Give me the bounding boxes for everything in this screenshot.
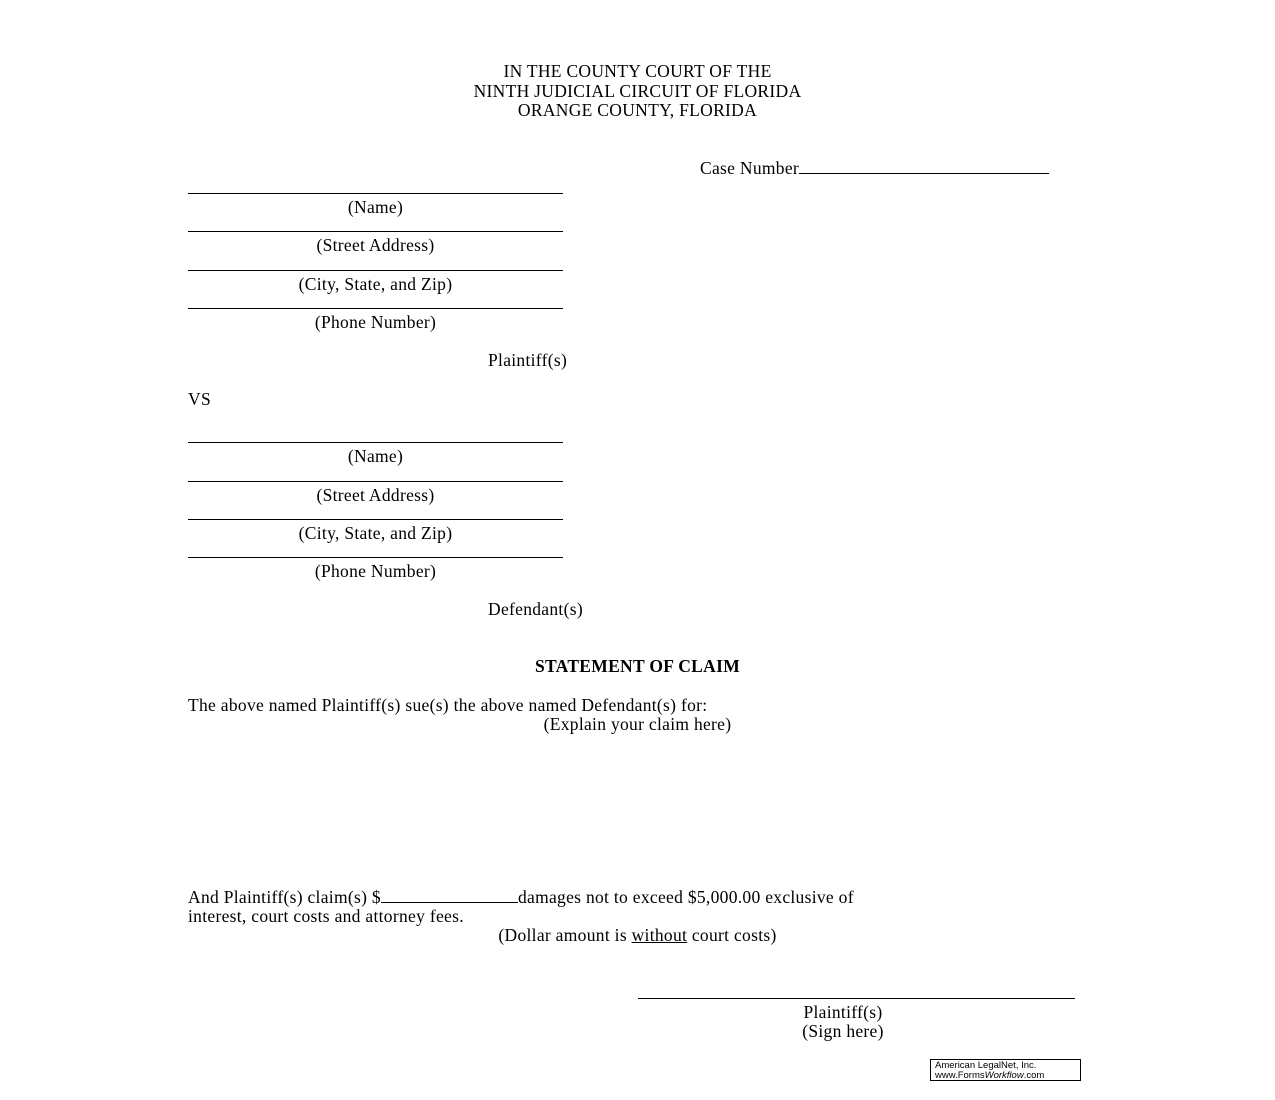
- plaintiff-phone-label: (Phone Number): [314, 312, 437, 332]
- damages-line-2: interest, court costs and attorney fees.: [188, 906, 464, 926]
- statement-explain-hint: (Explain your claim here): [543, 714, 732, 734]
- claim-explanation-area[interactable]: [188, 740, 1088, 880]
- plaintiff-city-label: (City, State, and Zip): [298, 274, 453, 294]
- court-header-line-3: ORANGE COUNTY, FLORIDA: [517, 100, 758, 120]
- defendant-name-label: (Name): [347, 446, 404, 466]
- defendant-street-field[interactable]: [188, 481, 563, 482]
- damages-note-prefix: (Dollar amount is: [498, 925, 632, 945]
- statement-intro: The above named Plaintiff(s) sue(s) the above named Defendant(s) for:: [188, 695, 708, 715]
- publisher-badge: [930, 1059, 1081, 1081]
- defendant-party-label: Defendant(s): [488, 599, 583, 619]
- versus-label: VS: [188, 389, 211, 409]
- signature-sign-label: (Sign here): [802, 1021, 884, 1041]
- plaintiff-name-label: (Name): [347, 197, 404, 217]
- damages-note-suffix: court costs): [687, 925, 777, 945]
- damages-suffix: damages not to exceed $5,000.00 exclusive of: [517, 887, 854, 907]
- publisher-website-emphasis: Workflow: [984, 1070, 1024, 1081]
- defendant-street-label: (Street Address): [316, 485, 435, 505]
- publisher-website: [935, 1071, 1080, 1081]
- defendant-city-label: (City, State, and Zip): [298, 523, 453, 543]
- plaintiff-street-label: (Street Address): [316, 235, 435, 255]
- plaintiff-signature-field[interactable]: [638, 998, 1075, 999]
- damages-note: [0, 925, 1275, 945]
- damages-line-1: [188, 887, 854, 907]
- damages-note-emphasis: without: [631, 925, 688, 945]
- plaintiff-party-label: Plaintiff(s): [488, 350, 568, 370]
- statement-title: STATEMENT OF CLAIM: [534, 656, 741, 676]
- defendant-phone-field[interactable]: [188, 557, 563, 558]
- court-header: [0, 62, 1275, 121]
- damages-prefix: And Plaintiff(s) claim(s) $: [188, 887, 381, 907]
- plaintiff-name-field[interactable]: [188, 193, 563, 194]
- damages-amount-field[interactable]: [381, 888, 518, 903]
- case-number-field[interactable]: [799, 159, 1049, 174]
- case-number-row: [700, 158, 1049, 178]
- defendant-city-field[interactable]: [188, 519, 563, 520]
- publisher-company: American LegalNet, Inc.: [935, 1060, 1037, 1071]
- plaintiff-street-field[interactable]: [188, 231, 563, 232]
- publisher-website-prefix: www.Forms: [935, 1070, 985, 1081]
- plaintiff-phone-field[interactable]: [188, 308, 563, 309]
- case-number-label: Case Number: [700, 158, 800, 178]
- plaintiff-city-field[interactable]: [188, 270, 563, 271]
- signature-party-label: Plaintiff(s): [803, 1002, 883, 1022]
- defendant-phone-label: (Phone Number): [314, 561, 437, 581]
- court-header-line-2: NINTH JUDICIAL CIRCUIT OF FLORIDA: [473, 80, 802, 101]
- defendant-name-field[interactable]: [188, 442, 563, 443]
- publisher-website-suffix: .com: [1023, 1070, 1045, 1081]
- court-header-line-1: IN THE COUNTY COURT OF THE: [503, 61, 772, 81]
